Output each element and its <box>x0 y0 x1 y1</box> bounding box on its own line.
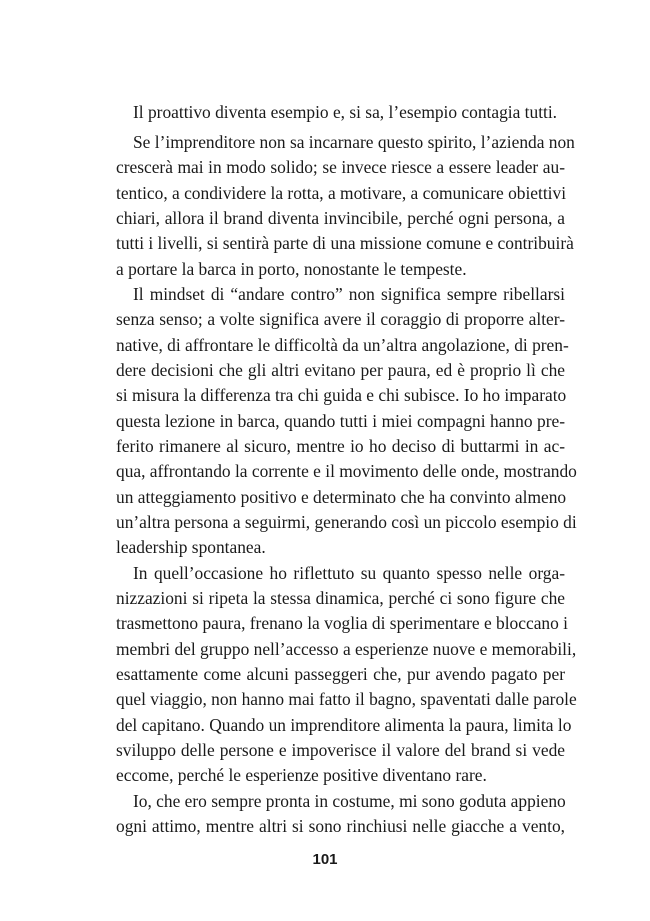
text-line: nizzazioni si ripeta la stessa dinamica, perché ci sono figure che <box>116 588 565 608</box>
text-line: del capitano. Quando un imprenditore alimenta la paura, limita lo <box>116 715 572 735</box>
text-line: ogni attimo, mentre altri si sono rinchiusi nelle giacche a vento, <box>116 816 565 836</box>
text-line: eccome, perché le esperienze positive diventano rare. <box>116 765 487 785</box>
text-line: ferito rimanere al sicuro, mentre io ho deciso di buttarmi in ac- <box>116 436 565 456</box>
text-line: In quell’occasione ho riflettuto su quanto spesso nelle orga- <box>133 563 565 583</box>
text-line: un atteggiamento positivo e determinato che ha convinto almeno <box>116 487 567 507</box>
text-line: un’altra persona a seguirmi, generando così un piccolo esempio di <box>116 512 577 532</box>
page-number: 101 <box>312 851 338 868</box>
text-line: leadership spontanea. <box>116 537 266 557</box>
text-line: qua, affrontando la corrente e il movimento delle onde, mostrando <box>116 461 577 481</box>
text-line: sviluppo delle persone e impoverisce il valore del brand si vede <box>116 740 565 760</box>
text-line: Il mindset di “andare contro” non significa sempre ribellarsi <box>133 284 565 304</box>
text-line: senza senso; a volte significa avere il coraggio di proporre alter- <box>116 309 565 329</box>
text-line: native, di affrontare le difficoltà da un’altra angolazione, di pren- <box>116 335 569 355</box>
text-line: Il proattivo diventa esempio e, si sa, l’esempio contagia tutti. <box>133 102 558 122</box>
text-line: esattamente come alcuni passeggeri che, pur avendo pagato per <box>116 664 565 684</box>
text-line: questa lezione in barca, quando tutti i miei compagni hanno pre- <box>116 411 565 431</box>
text-line: quel viaggio, non hanno mai fatto il bagno, spaventati dalle parole <box>116 689 577 709</box>
text-line: membri del gruppo nell’accesso a esperienze nuove e memorabili, <box>116 639 577 659</box>
text-line: trasmettono paura, frenano la voglia di sperimentare e bloccano i <box>116 613 568 633</box>
text-line: tentico, a condividere la rotta, a motivare, a comunicare obiettivi <box>116 183 567 203</box>
text-line: Io, che ero sempre pronta in costume, mi sono goduta appieno <box>133 791 566 811</box>
text-line: si misura la differenza tra chi guida e chi subisce. Io ho imparato <box>116 385 567 405</box>
text-line: chiari, allora il brand diventa invincibile, perché ogni persona, a <box>116 208 565 228</box>
text-line: Se l’imprenditore non sa incarnare questo spirito, l’azienda non <box>133 132 575 152</box>
text-line: crescerà mai in modo solido; se invece riesce a essere leader au- <box>116 157 565 177</box>
text-line: dere decisioni che gli altri evitano per paura, ed è proprio lì che <box>116 360 565 380</box>
text-line: a portare la barca in porto, nonostante le tempeste. <box>116 259 467 279</box>
text-line: tutti i livelli, si sentirà parte di una missione comune e contribuirà <box>116 233 574 253</box>
